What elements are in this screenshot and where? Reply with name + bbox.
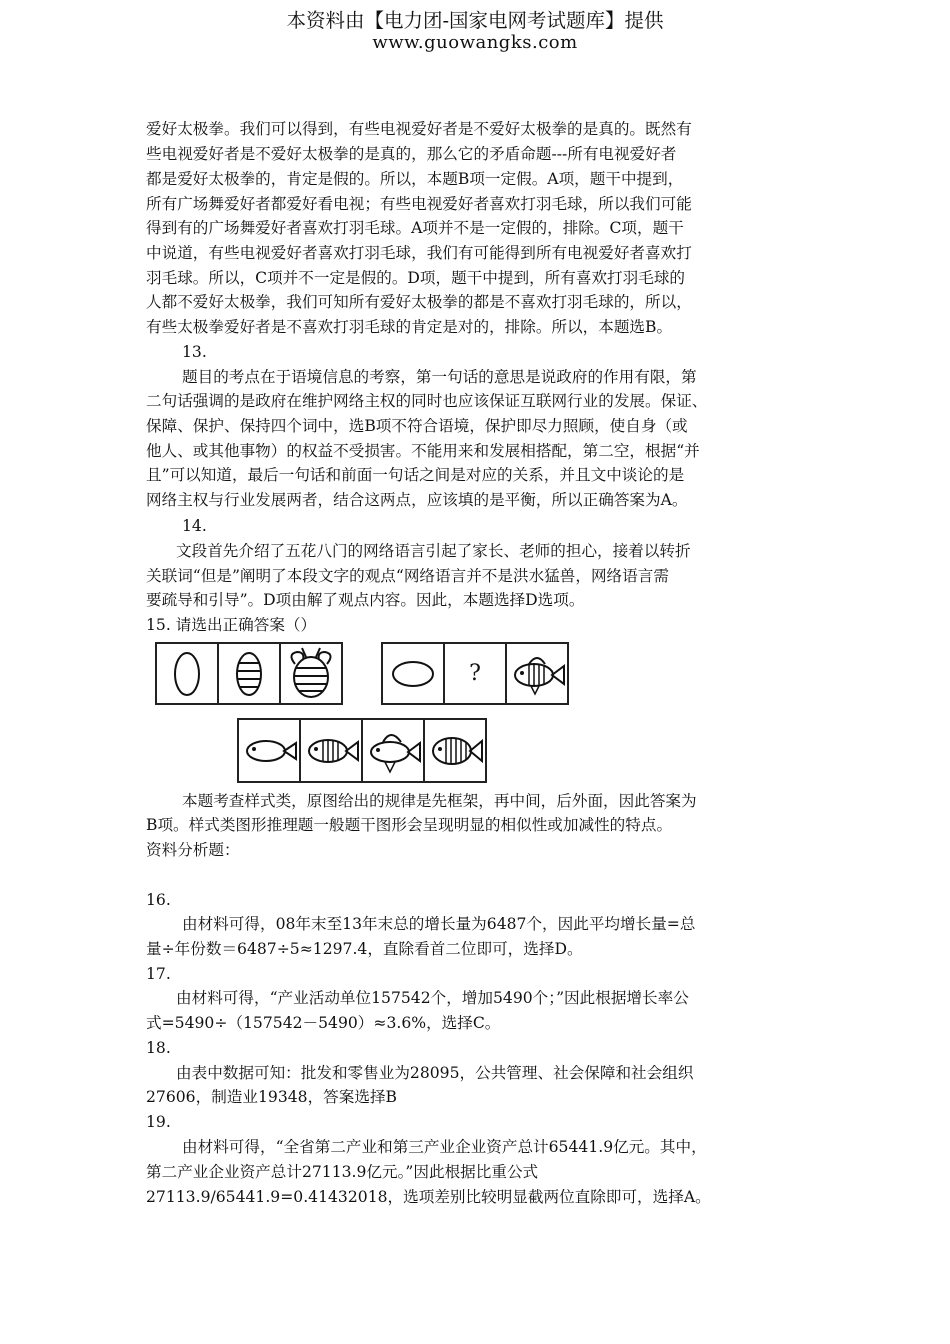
text-line: 要疏导和引导”。D项由解了观点内容。因此，本题选择D选项。 xyxy=(146,591,585,609)
question-number: 14. xyxy=(182,517,207,535)
text-line: 且”可以知道，最后一句话和前面一句话之间是对应的关系，并且文中谈论的是 xyxy=(146,466,685,484)
text-line: 量÷年份数＝6487÷5≈1297.4，直除看首二位即可，选择D。 xyxy=(146,940,583,958)
question-figure-group-1 xyxy=(155,642,343,705)
text-line: 由材料可得，“全省第二产业和第三产业企业资产总计65441.9亿元。其中， xyxy=(182,1138,707,1156)
horizontal-oval-figure xyxy=(381,642,445,705)
text-line: 二句话强调的是政府在维护网络主权的同时也应该保证互联网行业的发展。保证、 xyxy=(146,392,708,410)
text-line: 些电视爱好者是不爱好太极拳的是真的，那么它的矛盾命题---所有电视爱好者 xyxy=(146,145,677,163)
text-line: 有些太极拳爱好者是不喜欢打羽毛球的肯定是对的，排除。所以，本题选B。 xyxy=(146,318,673,336)
question-mark: ? xyxy=(443,642,507,705)
text-line: 爱好太极拳。我们可以得到，有些电视爱好者是不爱好太极拳的是真的。既然有 xyxy=(146,120,692,138)
question-number: 16. xyxy=(146,891,171,909)
question-prompt: 15. 请选出正确答案（） xyxy=(146,616,317,634)
header-title: 本资料由【电力团-国家电网考试题库】提供 xyxy=(286,9,664,32)
text-line: 由材料可得，08年末至13年末总的增长量为6487个，因此平均增长量=总 xyxy=(182,915,696,933)
header-url[interactable]: www.guowangks.com xyxy=(372,32,578,53)
text-line: 式=5490÷（157542－5490）≈3.6%，选择C。 xyxy=(146,1014,501,1032)
question-figure-group-2 xyxy=(381,642,569,705)
question-number: 19. xyxy=(146,1113,171,1131)
option-a-plain-fish[interactable] xyxy=(237,718,301,783)
text-line: B项。样式类图形推理题一般题干图形会呈现明显的相似性或加减性的特点。 xyxy=(146,816,673,834)
oval-figure xyxy=(155,642,219,705)
question-number: 13. xyxy=(182,343,207,361)
text-line: 本题考查样式类，原图给出的规律是先框架，再中间，后外面，因此答案为 xyxy=(182,792,697,810)
option-d-striped-fish[interactable] xyxy=(423,718,487,783)
question-number: 17. xyxy=(146,965,171,983)
option-c-finned-fish[interactable] xyxy=(361,718,425,783)
text-line: 关联词“但是”阐明了本段文字的观点“网络语言并不是洪水猛兽，网络语言需 xyxy=(146,567,669,585)
text-line: 羽毛球。所以，C项并不一定是假的。D项，题干中提到，所有喜欢打羽毛球的 xyxy=(146,269,686,287)
text-line: 第二产业企业资产总计27113.9亿元。”因此根据比重公式 xyxy=(146,1163,539,1181)
text-line: 所有广场舞爱好者都爱好看电视；有些电视爱好者喜欢打羽毛球，所以我们可能 xyxy=(146,195,692,213)
text-line: 由表中数据可知：批发和零售业为28095，公共管理、社会保障和社会组织 xyxy=(176,1064,694,1082)
text-line: 由材料可得，“产业活动单位157542个，增加5490个；”因此根据增长率公 xyxy=(176,989,689,1007)
striped-oval-figure xyxy=(217,642,281,705)
text-line: 中说道，有些电视爱好者喜欢打羽毛球，我们有可能得到所有电视爱好者喜欢打 xyxy=(146,244,692,262)
text-line: 他人、或其他事物）的权益不受损害。不能用来和发展相搭配，第二空，根据“并 xyxy=(146,442,700,460)
question-number: 18. xyxy=(146,1039,171,1057)
text-line: 网络主权与行业发展两者，结合这两点，应该填的是平衡，所以正确答案为A。 xyxy=(146,491,688,509)
text-line: 题目的考点在于语境信息的考察，第一句话的意思是说政府的作用有限，第 xyxy=(182,368,697,386)
text-line: 都是爱好太极拳的，肯定是假的。所以，本题B项一定假。A项，题干中提到， xyxy=(146,170,684,188)
answer-options xyxy=(237,718,487,783)
section-heading: 资料分析题： xyxy=(146,841,240,859)
text-line: 文段首先介绍了五花八门的网络语言引起了家长、老师的担心，接着以转折 xyxy=(176,542,691,560)
text-line: 人都不爱好太极拳，我们可知所有爱好太极拳的都是不喜欢打羽毛球的，所以， xyxy=(146,293,692,311)
text-line: 得到有的广场舞爱好者喜欢打羽毛球。A项并不是一定假的，排除。C项，题干 xyxy=(146,219,684,237)
bee-figure xyxy=(279,642,343,705)
text-line: 27606，制造业19348，答案选择B xyxy=(146,1088,398,1106)
text-line: 27113.9/65441.9=0.41432018，选项差别比较明显截两位直除即可，选择A。 xyxy=(146,1188,711,1206)
striped-fish-figure xyxy=(505,642,569,705)
option-b-striped-fish[interactable] xyxy=(299,718,363,783)
text-line: 保障、保护、保持四个词中，选B项不符合语境，保护即尽力照顾，使自身（或 xyxy=(146,417,688,435)
